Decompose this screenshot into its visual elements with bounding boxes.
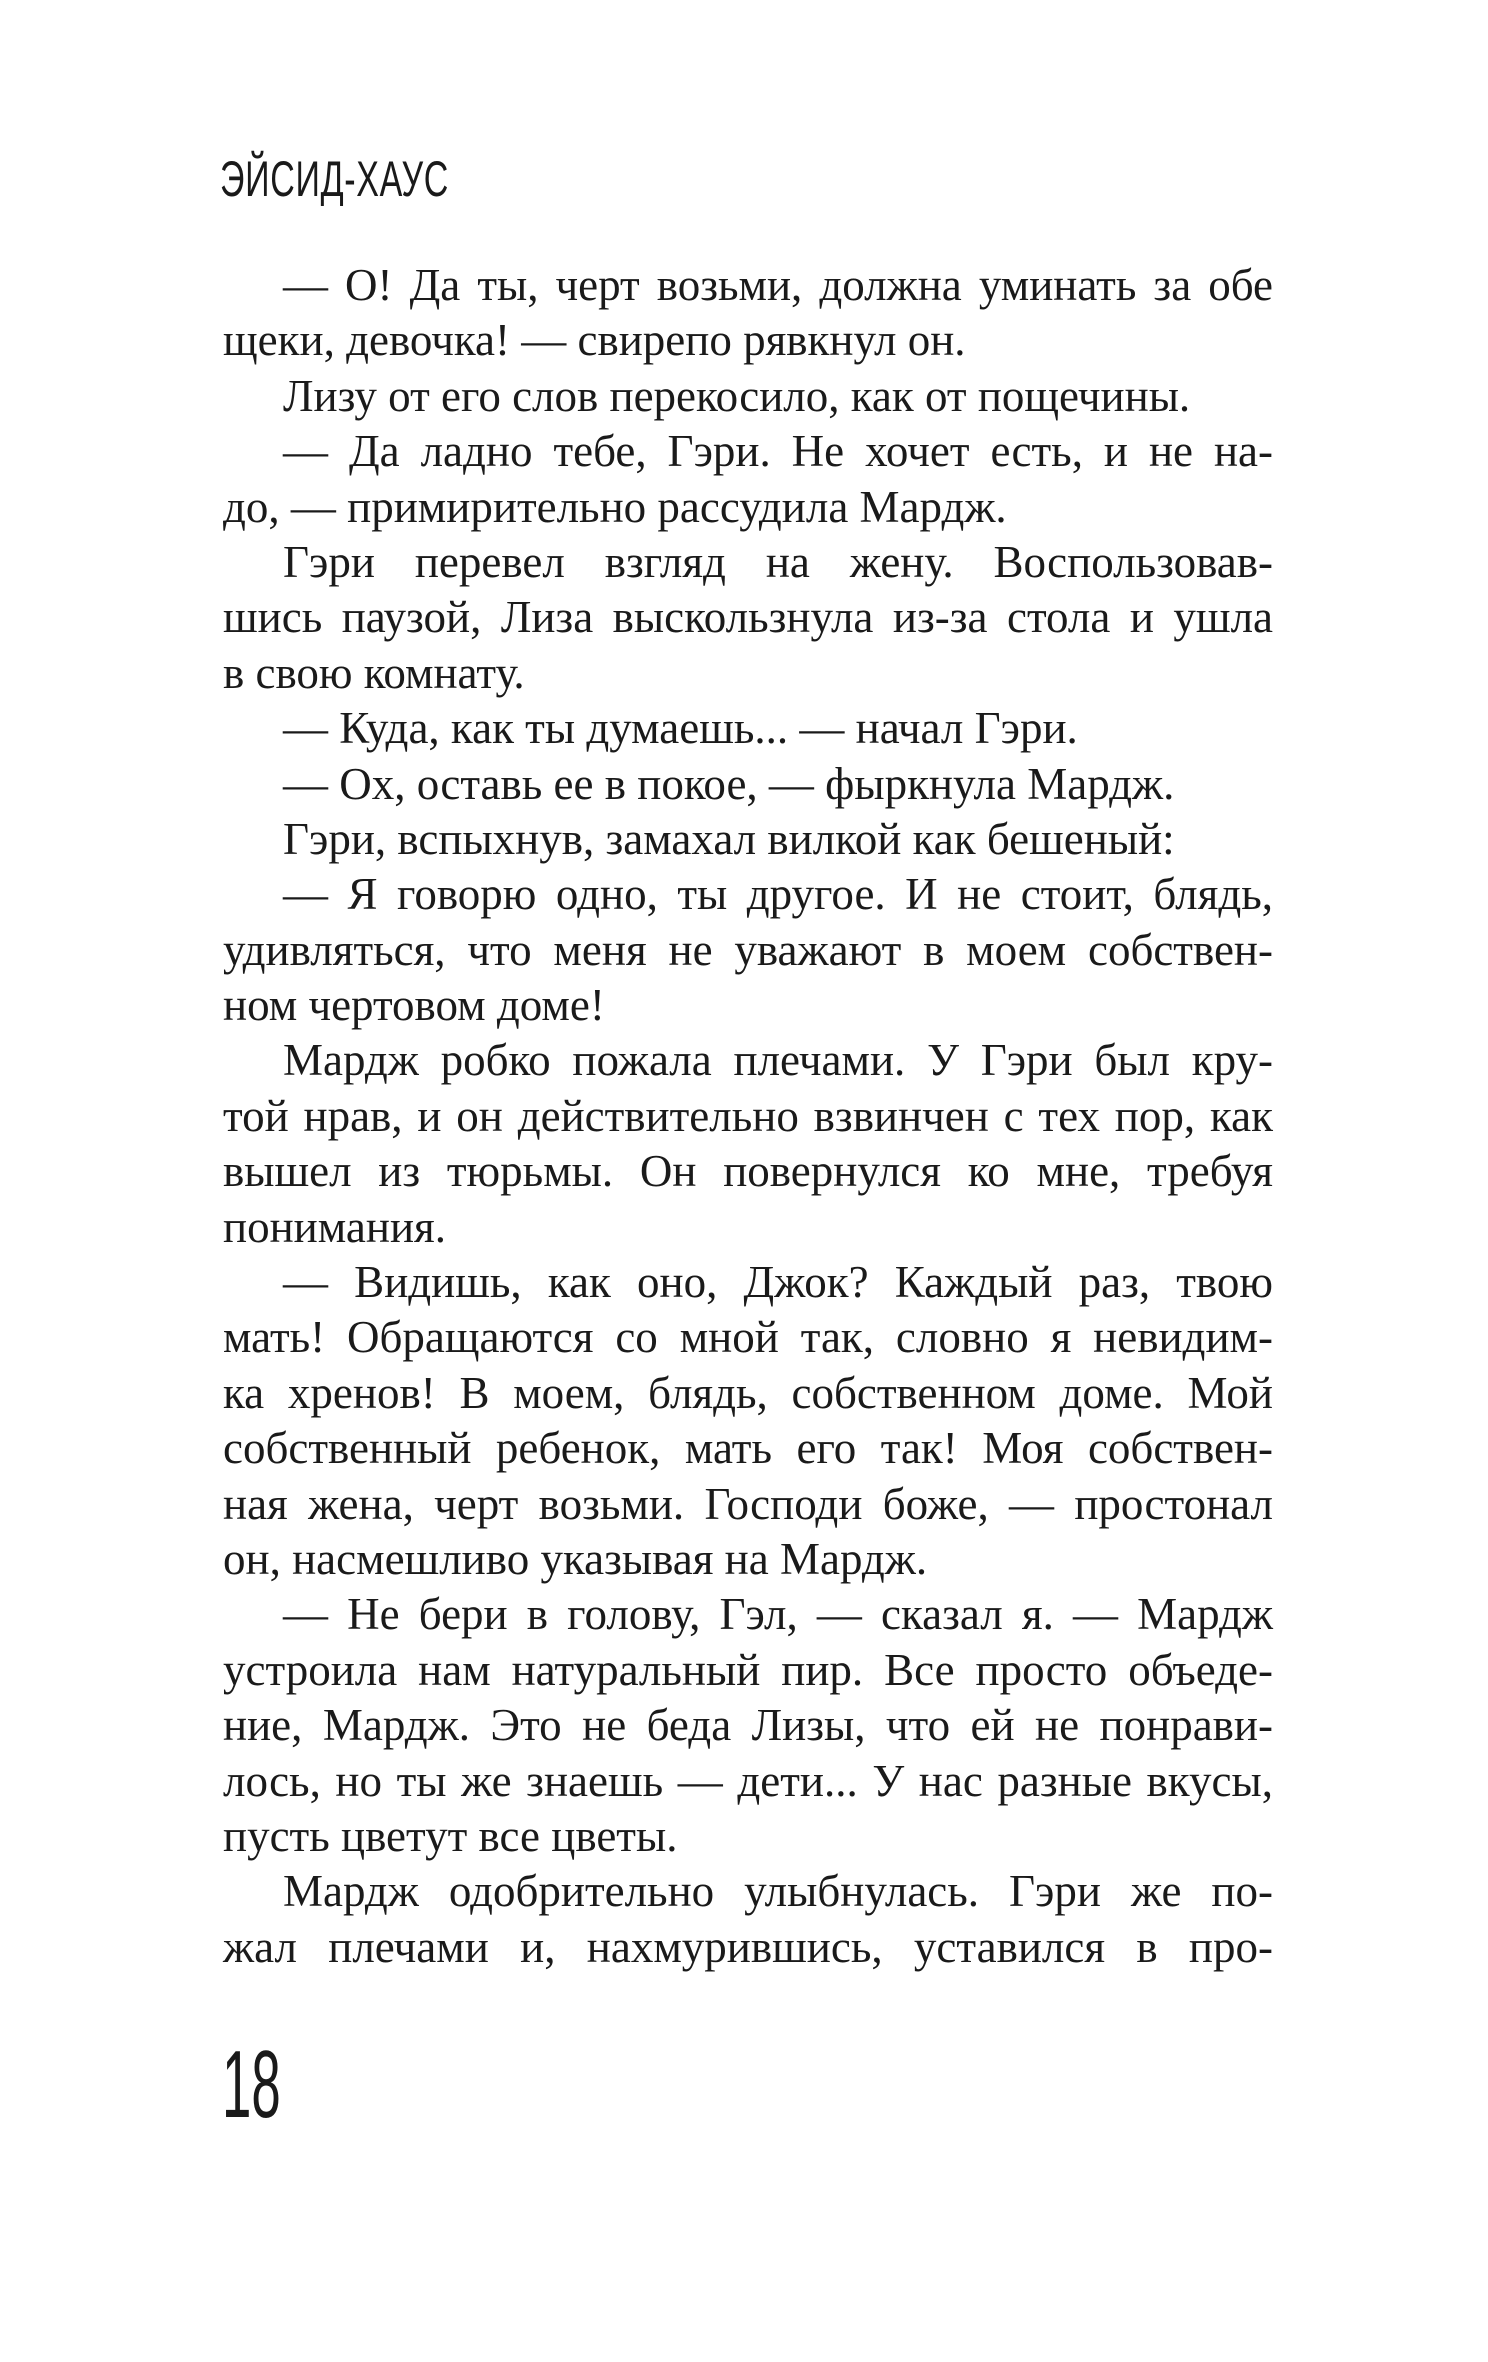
text-line: в свою комнату.	[223, 647, 525, 698]
text-line: Мардж одобрительно улыбнулась. Гэри же по-	[283, 1866, 1273, 1917]
text-line: он, насмешливо указывая на Мардж.	[223, 1533, 928, 1584]
text-line: — Я говорю одно, ты другое. И не стоит, блядь,	[283, 869, 1273, 920]
text-line: — Видишь, как оно, Джок? Каждый раз, твою	[283, 1257, 1273, 1308]
text-line: жал плечами и, нахмурившись, уставился в про-	[223, 1921, 1273, 1972]
text-line: — Куда, как ты думаешь... — начал Гэри.	[283, 703, 1078, 754]
text-line: понимания.	[223, 1201, 447, 1252]
text-line: той нрав, и он действительно взвинчен с тех пор, как	[223, 1090, 1273, 1141]
text-line: пусть цветут все цветы.	[223, 1810, 678, 1861]
text-line: до, — примирительно рассудила Мардж.	[223, 481, 1007, 532]
body-text	[223, 258, 1273, 1975]
text-line: лось, но ты же знаешь — дети... У нас разные вкусы,	[223, 1755, 1273, 1806]
text-line: Лизу от его слов перекосило, как от пощечины.	[283, 370, 1191, 421]
text-line: Гэри перевел взгляд на жену. Воспользовав-	[283, 536, 1273, 587]
text-line: щеки, девочка! — свирепо рявкнул он.	[223, 315, 966, 366]
running-header: ЭЙСИД-ХАУС	[220, 151, 450, 207]
text-line: — Да ладно тебе, Гэри. Не хочет есть, и не на-	[283, 426, 1273, 477]
text-line: — О! Да ты, черт возьми, должна уминать за обе	[283, 260, 1273, 310]
text-line: — Ох, оставь ее в покое, — фыркнула Мардж.	[283, 758, 1175, 809]
text-line: собственный ребенок, мать его так! Моя собствен-	[223, 1423, 1273, 1474]
text-line: Гэри, вспыхнув, замахал вилкой как бешеный:	[283, 813, 1175, 864]
text-line: — Не бери в голову, Гэл, — сказал я. — Мардж	[283, 1589, 1273, 1640]
text-line: ная жена, черт возьми. Господи боже, — простонал	[223, 1478, 1273, 1529]
text-line: ние, Мардж. Это не беда Лизы, что ей не понрави-	[223, 1700, 1273, 1751]
text-line: шись паузой, Лиза выскользнула из-за стола и ушла	[223, 592, 1273, 643]
page-number: 18	[222, 2031, 281, 2138]
text-line: устроила нам натуральный пир. Все просто объеде-	[223, 1644, 1273, 1695]
text-line: ном чертовом доме!	[223, 980, 605, 1031]
text-line: удивляться, что меня не уважают в моем собствен-	[223, 924, 1273, 975]
text-line: Мардж робко пожала плечами. У Гэри был кру-	[283, 1035, 1273, 1086]
text-line: мать! Обращаются со мной так, словно я невидим-	[223, 1312, 1273, 1363]
text-line: ка хренов! В моем, блядь, собственном доме. Мой	[223, 1367, 1273, 1418]
text-line: вышел из тюрьмы. Он повернулся ко мне, требуя	[223, 1146, 1273, 1197]
